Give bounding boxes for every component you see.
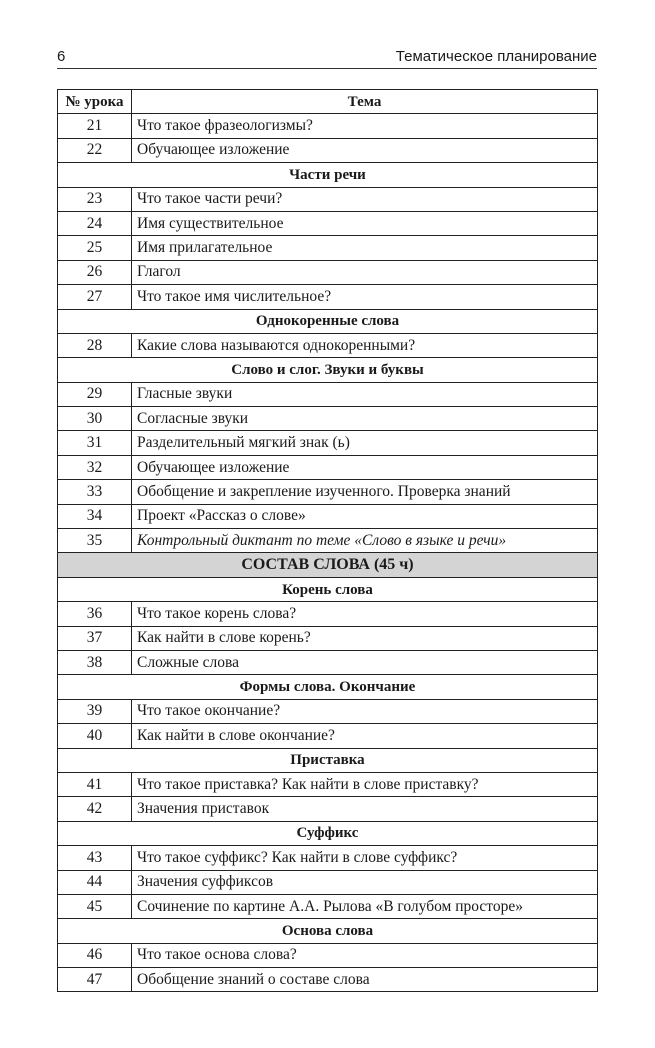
lesson-number: 45 [58, 894, 132, 918]
header-lesson-number: № урока [58, 90, 132, 114]
table-header-row [58, 90, 598, 114]
lesson-topic: Значения суффиксов [132, 870, 598, 894]
section-row [58, 309, 598, 333]
table-row [58, 114, 598, 138]
lesson-topic: Что такое окончание? [132, 699, 598, 723]
table-row [58, 968, 598, 992]
lesson-number: 42 [58, 797, 132, 821]
lesson-number: 38 [58, 650, 132, 674]
lesson-topic: Согласные звуки [132, 407, 598, 431]
lesson-number: 43 [58, 846, 132, 870]
table-row [58, 236, 598, 260]
major-section-title: СОСТАВ СЛОВА (45 ч) [58, 553, 598, 577]
lesson-number: 29 [58, 382, 132, 406]
table-row [58, 772, 598, 796]
table-row [58, 699, 598, 723]
table-row [58, 650, 598, 674]
lesson-topic: Имя прилагательное [132, 236, 598, 260]
lesson-topic: Что такое фразеологизмы? [132, 114, 598, 138]
lesson-number: 44 [58, 870, 132, 894]
table-row [58, 211, 598, 235]
section-row [58, 675, 598, 699]
major-section-row [58, 553, 598, 577]
lesson-topic: Проект «Рассказ о слове» [132, 504, 598, 528]
table-row [58, 480, 598, 504]
section-title: Формы слова. Окончание [58, 675, 598, 699]
section-title: Слово и слог. Звуки и буквы [58, 358, 598, 382]
lesson-topic: Какие слова называются однокоренными? [132, 333, 598, 357]
section-title: Приставка [58, 748, 598, 772]
table-row [58, 455, 598, 479]
section-row [58, 919, 598, 943]
section-title: Однокоренные слова [58, 309, 598, 333]
lesson-topic: Обобщение знаний о составе слова [132, 968, 598, 992]
table-row [58, 602, 598, 626]
lesson-topic: Что такое приставка? Как найти в слове приставку? [132, 772, 598, 796]
table-body [58, 114, 598, 992]
lesson-number: 37 [58, 626, 132, 650]
section-row [58, 577, 598, 601]
lesson-topic: Гласные звуки [132, 382, 598, 406]
table-row [58, 870, 598, 894]
lesson-number: 46 [58, 943, 132, 967]
table-row [58, 797, 598, 821]
table-row [58, 260, 598, 284]
lesson-topic: Обучающее изложение [132, 455, 598, 479]
section-title: Суффикс [58, 821, 598, 845]
lesson-number: 25 [58, 236, 132, 260]
table-row [58, 894, 598, 918]
table-row [58, 382, 598, 406]
lesson-topic: Обобщение и закрепление изученного. Проверка знаний [132, 480, 598, 504]
lesson-topic: Что такое корень слова? [132, 602, 598, 626]
table-row [58, 724, 598, 748]
section-row [58, 821, 598, 845]
lesson-topic: Что такое основа слова? [132, 943, 598, 967]
lesson-topic: Как найти в слове корень? [132, 626, 598, 650]
table-row [58, 187, 598, 211]
lesson-topic: Что такое имя числительное? [132, 285, 598, 309]
lesson-number: 47 [58, 968, 132, 992]
table-row [58, 504, 598, 528]
lesson-plan-table [57, 89, 598, 992]
lesson-number: 21 [58, 114, 132, 138]
table-row [58, 285, 598, 309]
lesson-number: 32 [58, 455, 132, 479]
running-title: Тематическое планирование [395, 48, 597, 65]
lesson-number: 26 [58, 260, 132, 284]
section-title: Части речи [58, 163, 598, 187]
lesson-topic: Контрольный диктант по теме «Слово в языке и речи» [132, 529, 598, 553]
section-row [58, 358, 598, 382]
page-number: 6 [57, 48, 66, 65]
table-row [58, 407, 598, 431]
table-row [58, 333, 598, 357]
table-row [58, 943, 598, 967]
section-row [58, 748, 598, 772]
lesson-number: 24 [58, 211, 132, 235]
lesson-number: 27 [58, 285, 132, 309]
lesson-number: 33 [58, 480, 132, 504]
lesson-topic: Глагол [132, 260, 598, 284]
lesson-topic: Обучающее изложение [132, 138, 598, 162]
lesson-topic: Имя существительное [132, 211, 598, 235]
page-header [57, 46, 597, 69]
lesson-number: 39 [58, 699, 132, 723]
lesson-number: 31 [58, 431, 132, 455]
table-row [58, 626, 598, 650]
lesson-number: 41 [58, 772, 132, 796]
lesson-topic: Сложные слова [132, 650, 598, 674]
lesson-number: 28 [58, 333, 132, 357]
lesson-topic: Значения приставок [132, 797, 598, 821]
table-row [58, 529, 598, 553]
lesson-topic: Что такое части речи? [132, 187, 598, 211]
section-title: Основа слова [58, 919, 598, 943]
lesson-number: 30 [58, 407, 132, 431]
lesson-topic: Сочинение по картине А.А. Рылова «В голубом просторе» [132, 894, 598, 918]
section-row [58, 163, 598, 187]
table-row [58, 431, 598, 455]
lesson-topic: Разделительный мягкий знак (ь) [132, 431, 598, 455]
header-topic: Тема [132, 90, 598, 114]
lesson-topic: Что такое суффикс? Как найти в слове суффикс? [132, 846, 598, 870]
lesson-number: 35 [58, 529, 132, 553]
lesson-number: 22 [58, 138, 132, 162]
lesson-number: 40 [58, 724, 132, 748]
lesson-number: 23 [58, 187, 132, 211]
lesson-number: 36 [58, 602, 132, 626]
section-title: Корень слова [58, 577, 598, 601]
table-row [58, 138, 598, 162]
table-row [58, 846, 598, 870]
lesson-topic: Как найти в слове окончание? [132, 724, 598, 748]
lesson-number: 34 [58, 504, 132, 528]
